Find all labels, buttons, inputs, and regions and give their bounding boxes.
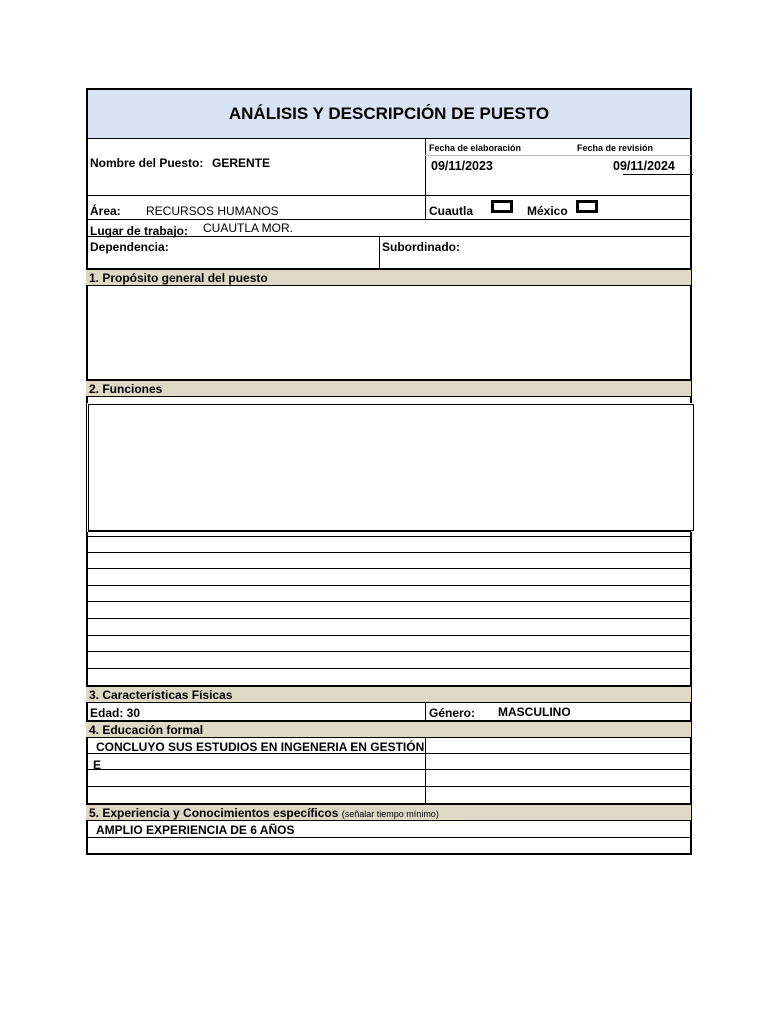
experiencia-note: (señalar tiempo mínimo)	[341, 809, 439, 819]
fecha-elaboracion-value: 09/11/2023	[431, 159, 493, 173]
dependencia-label: Dependencia:	[90, 240, 169, 254]
page-title: ANÁLISIS Y DESCRIPCIÓN DE PUESTO	[228, 104, 550, 123]
cuautla-checkbox[interactable]	[491, 200, 513, 213]
fecha-revision-label: Fecha de revisión	[577, 143, 654, 153]
section-educacion-title: 4. Educación formal	[89, 723, 204, 737]
proposito-field[interactable]	[88, 287, 690, 379]
section-experiencia	[86, 803, 691, 821]
fecha-elaboracion-label: Fecha de elaboración	[429, 143, 522, 153]
lugar-label: Lugar de trabajo:	[90, 224, 189, 238]
subordinado-label: Subordinado:	[382, 240, 460, 254]
fecha-revision-value: 09/11/2024	[613, 159, 675, 173]
section-proposito	[86, 268, 691, 286]
lugar-value: CUAUTLA MOR.	[203, 221, 294, 235]
experiencia-line-1: AMPLIO EXPERIENCIA DE 6 AÑOS	[96, 823, 295, 837]
genero-label: Género:	[429, 706, 476, 720]
mexico-checkbox[interactable]	[576, 200, 598, 213]
section-caracteristicas-title: 3. Características Físicas	[89, 688, 233, 702]
section-caracteristicas	[86, 685, 691, 703]
section-proposito-title: 1. Propósito general del puesto	[89, 271, 268, 285]
section-funciones-title: 2. Funciones	[89, 382, 163, 396]
section-funciones	[86, 379, 691, 397]
puesto-value: GERENTE	[212, 156, 271, 170]
section-experiencia-title: 5. Experiencia y Conocimientos específicos (señalar tiempo mínimo)	[89, 806, 439, 820]
mexico-label: México	[527, 204, 568, 218]
educacion-line-1: CONCLUYO SUS ESTUDIOS EN INGENERIA EN GESTIÓN	[96, 740, 425, 754]
educacion-line-2: E	[93, 758, 102, 772]
genero-value: MASCULINO	[498, 705, 571, 719]
edad-label: Edad: 30	[90, 706, 141, 720]
area-label: Área:	[90, 204, 121, 218]
funciones-textbox[interactable]	[88, 404, 694, 531]
cuautla-label: Cuautla	[429, 204, 474, 218]
area-value: RECURSOS HUMANOS	[146, 204, 279, 218]
section-educacion	[86, 720, 691, 738]
puesto-label: Nombre del Puesto:	[90, 156, 204, 170]
